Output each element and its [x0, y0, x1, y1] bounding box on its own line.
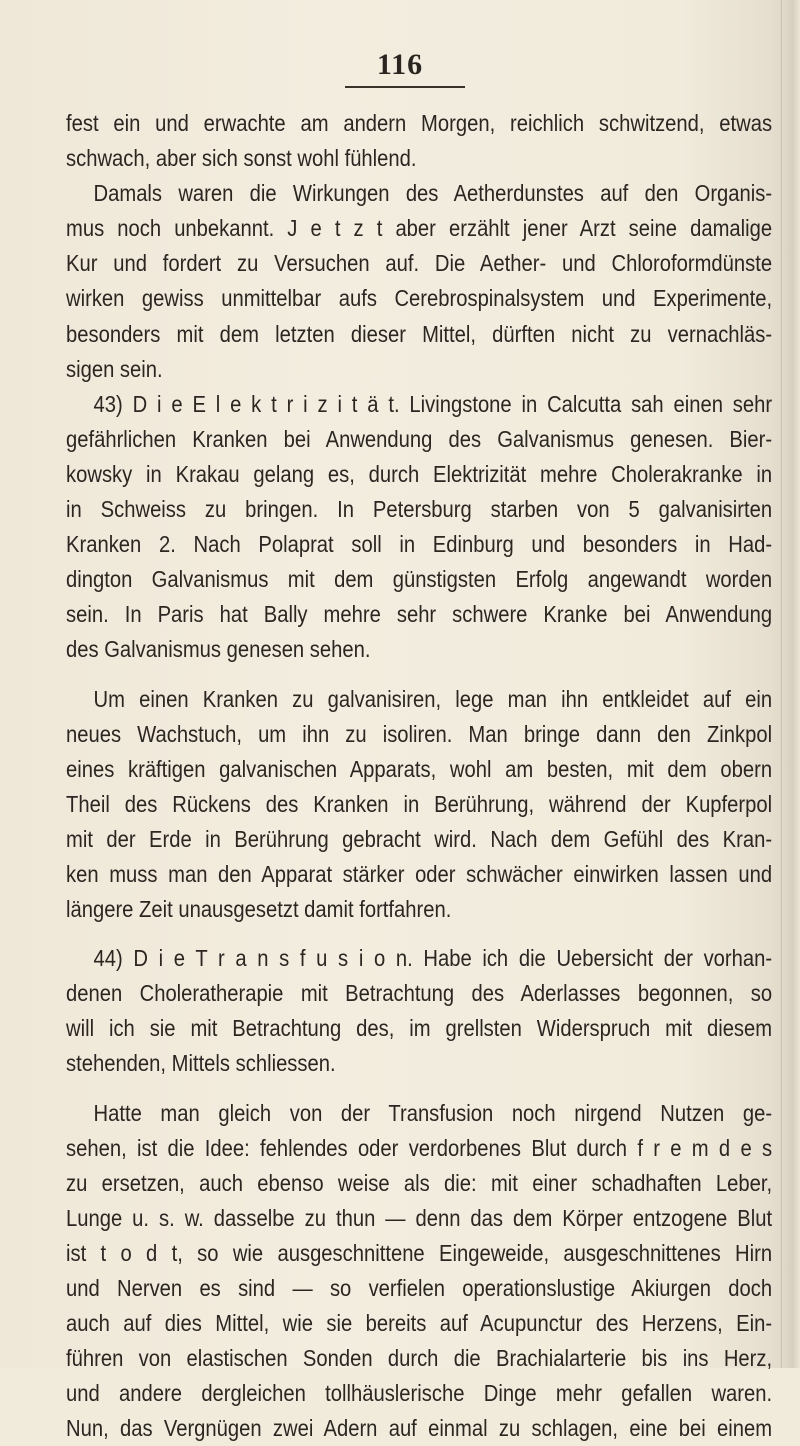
text-line: des Galvanismus genesen sehen.	[66, 636, 371, 663]
text-line: längere Zeit unausgesetzt damit fortfahren.	[66, 896, 452, 923]
text-line: mus noch unbekannt. J e t z t aber erzählt jener Arzt seine damalige	[66, 215, 773, 242]
text-line: neues Wachstuch, um ihn zu isoliren. Man bringe dann den Zinkpol	[66, 720, 773, 747]
text-line: 44) D i e T r a n s f u s i o n. Habe ich die Uebersicht der vorhan-	[93, 945, 773, 972]
text-line: ist t o d t, so wie ausgeschnittene Eingeweide, ausgeschnittenes Hirn	[66, 1239, 773, 1266]
text-line: Kranken 2. Nach Polaprat soll in Edinburg und besonders in Had-	[66, 531, 773, 558]
page-edge	[781, 0, 800, 1368]
text-line: will ich sie mit Betrachtung des, im grellsten Widerspruch mit diesem	[66, 1015, 773, 1042]
text-line: auch auf dies Mittel, wie sie bereits auf Acupunctur des Herzens, Ein-	[66, 1310, 773, 1337]
header-rule	[345, 86, 465, 88]
text-line: Theil des Rückens des Kranken in Berührung, während der Kupferpol	[66, 790, 773, 817]
text-line: mit der Erde in Berührung gebracht wird. Nach dem Gefühl des Kran-	[66, 825, 773, 852]
text-line: und andere dergleichen tollhäuslerische Dinge mehr gefallen waren.	[66, 1380, 773, 1407]
text-line: Nun, das Vergnügen zwei Adern auf einmal zu schlagen, eine bei einem	[66, 1415, 773, 1442]
paragraph-gap	[66, 927, 772, 941]
text-line: dington Galvanismus mit dem günstigsten Erfolg angewandt worden	[66, 566, 773, 593]
text-line: kowsky in Krakau gelang es, durch Elektrizität mehre Cholerakranke in	[66, 460, 773, 487]
text-line: führen von elastischen Sonden durch die Brachialarterie bis ins Herz,	[66, 1345, 773, 1372]
text-line: schwach, aber sich sonst wohl fühlend.	[66, 145, 417, 172]
text-line: eines kräftigen galvanischen Apparats, wohl am besten, mit dem obern	[66, 755, 773, 782]
paragraph-gap	[66, 668, 772, 682]
text-line: denen Choleratherapie mit Betrachtung des Aderlasses begonnen, so	[66, 980, 773, 1007]
paragraph-gap	[66, 1082, 772, 1096]
text-line: in Schweiss zu bringen. In Petersburg starben von 5 galvanisirten	[66, 496, 773, 523]
text-line: Lunge u. s. w. dasselbe zu thun — denn das dem Körper entzogene Blut	[66, 1204, 773, 1231]
text-line: und Nerven es sind — so verfielen operationslustige Akiurgen doch	[66, 1275, 773, 1301]
text-line: sein. In Paris hat Bally mehre sehr schwere Kranke bei Anwendung	[66, 601, 773, 628]
text-line: stehenden, Mittels schliessen.	[66, 1050, 336, 1077]
body-text	[66, 106, 772, 1446]
text-line: ken muss man den Apparat stärker oder schwächer einwirken lassen und	[66, 860, 773, 887]
text-line: fest ein und erwachte am andern Morgen, reichlich schwitzend, etwas	[66, 110, 773, 136]
text-line: sehen, ist die Idee: fehlendes oder verdorbenes Blut durch f r e m d e s	[66, 1134, 773, 1161]
text-line: zu ersetzen, auch ebenso weise als die: mit einer schadhaften Leber,	[66, 1169, 773, 1196]
text-line: sigen sein.	[66, 355, 163, 382]
text-line: Um einen Kranken zu galvanisiren, lege man ihn entkleidet auf ein	[93, 685, 773, 712]
text-line: Hatte man gleich von der Transfusion noch nirgend Nutzen ge-	[93, 1099, 773, 1126]
text-line: 43) D i e E l e k t r i z i t ä t. Livingstone in Calcutta sah einen sehr	[93, 390, 773, 417]
text-line: Damals waren die Wirkungen des Aetherdunstes auf den Organis-	[93, 180, 773, 207]
text-line: gefährlichen Kranken bei Anwendung des Galvanismus genesen. Bier-	[66, 425, 773, 452]
text-line: Kur und fordert zu Versuchen auf. Die Aether- und Chloroformdünste	[66, 250, 773, 277]
page-number: 116	[376, 48, 424, 81]
text-line: besonders mit dem letzten dieser Mittel, dürften nicht zu vernachläs-	[66, 320, 773, 347]
text-line: wirken gewiss unmittelbar aufs Cerebrospinalsystem und Experimente,	[66, 285, 773, 312]
